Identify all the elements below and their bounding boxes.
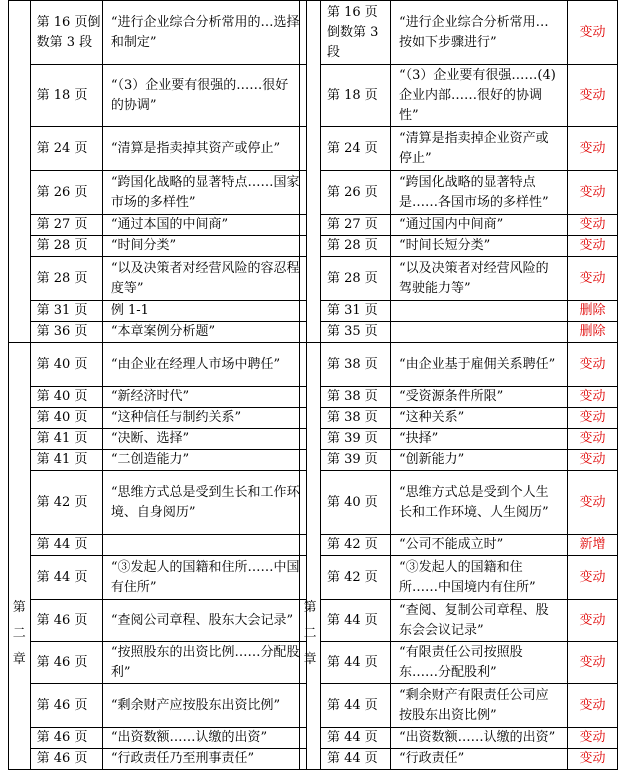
- change-status: 变动: [568, 1, 618, 65]
- table-row: [300, 749, 618, 770]
- table-row: [300, 684, 618, 728]
- page-ref: 第 44 页: [30, 535, 102, 556]
- change-status: 删除: [568, 322, 618, 343]
- quoted-text: “清算是指卖掉其资产或停止”: [102, 127, 306, 171]
- page-ref: 第 44 页: [321, 600, 391, 642]
- table-row: [300, 429, 618, 450]
- change-status: 新增: [568, 535, 618, 556]
- table-row: [9, 471, 307, 535]
- change-status: 变动: [568, 600, 618, 642]
- change-status: 变动: [568, 343, 618, 387]
- page-ref: 第 16 页倒数第 3 段: [321, 1, 391, 65]
- page-ref: 第 40 页: [30, 408, 102, 429]
- quoted-text: “由企业基于雇佣关系聘任”: [391, 343, 568, 387]
- page-ref: 第 42 页: [321, 535, 391, 556]
- change-status: 变动: [568, 65, 618, 127]
- table-row: [300, 600, 618, 642]
- table-row: [300, 215, 618, 236]
- quoted-text: [102, 535, 306, 556]
- quoted-text: “剩余财产有限责任公司应按股东出资比例”: [391, 684, 568, 728]
- page-ref: 第 38 页: [321, 343, 391, 387]
- table-row: [9, 387, 307, 408]
- quoted-text: 例 1-1: [102, 301, 306, 322]
- table-row: [9, 322, 307, 343]
- right-table: [299, 0, 618, 770]
- quoted-text: “抉择”: [391, 429, 568, 450]
- table-row: [9, 171, 307, 215]
- quoted-text: “按照股东的出资比例……分配股利”: [102, 642, 306, 684]
- page-ref: 第 26 页: [321, 171, 391, 215]
- page-ref: 第 46 页: [30, 749, 102, 770]
- page-ref: 第 46 页: [30, 642, 102, 684]
- change-status: 变动: [568, 471, 618, 535]
- quoted-text: “本章案例分析题”: [102, 322, 306, 343]
- quoted-text: “跨国化战略的显著特点……国家市场的多样性”: [102, 171, 306, 215]
- change-status: 变动: [568, 257, 618, 301]
- page-ref: 第 28 页: [321, 257, 391, 301]
- quoted-text: “进行企业综合分析常用的…选择和制定”: [102, 1, 306, 65]
- page-ref: 第 18 页: [30, 65, 102, 127]
- table-row: [9, 684, 307, 728]
- quoted-text: “受资源条件所限”: [391, 387, 568, 408]
- change-status: 变动: [568, 429, 618, 450]
- quoted-text: “以及决策者对经营风险的容忍程度等”: [102, 257, 306, 301]
- table-row: [9, 535, 307, 556]
- page-ref: 第 46 页: [30, 684, 102, 728]
- quoted-text: “思维方式总是受到生长和工作环境、自身阅历”: [102, 471, 306, 535]
- quoted-text: “（3）企业要有很强的……很好的协调”: [102, 65, 306, 127]
- change-status: 变动: [568, 171, 618, 215]
- page-ref: 第 28 页: [321, 236, 391, 257]
- page-ref: 第 42 页: [30, 471, 102, 535]
- quoted-text: “公司不能成立时”: [391, 535, 568, 556]
- change-status: 变动: [568, 728, 618, 749]
- quoted-text: “（3）企业要有很强……(4)企业内部……很好的协调性”: [391, 65, 568, 127]
- page-ref: 第 39 页: [321, 450, 391, 471]
- table-row: [9, 127, 307, 171]
- table-row: [300, 408, 618, 429]
- quoted-text: [391, 322, 568, 343]
- quoted-text: “出资数额……认缴的出资”: [391, 728, 568, 749]
- quoted-text: “通过国内中间商”: [391, 215, 568, 236]
- quoted-text: “二创造能力”: [102, 450, 306, 471]
- page-ref: 第 28 页: [30, 257, 102, 301]
- table-row: [9, 429, 307, 450]
- table-row: [300, 343, 618, 387]
- page-ref: 第 40 页: [30, 387, 102, 408]
- page-ref: 第 41 页: [30, 450, 102, 471]
- page-ref: 第 39 页: [321, 429, 391, 450]
- quoted-text: “行政责任乃至刑事责任”: [102, 749, 306, 770]
- quoted-text: “这种关系”: [391, 408, 568, 429]
- quoted-text: “剩余财产应按股东出资比例”: [102, 684, 306, 728]
- page-ref: 第 46 页: [30, 728, 102, 749]
- quoted-text: “决断、选择”: [102, 429, 306, 450]
- page-ref: 第 36 页: [30, 322, 102, 343]
- quoted-text: “进行企业综合分析常用…按如下步骤进行”: [391, 1, 568, 65]
- page-ref: 第 28 页: [30, 236, 102, 257]
- page-ref: 第 38 页: [321, 408, 391, 429]
- page-ref: 第 44 页: [30, 556, 102, 600]
- quoted-text: “有限责任公司按照股东……分配股利”: [391, 642, 568, 684]
- table-row: [300, 257, 618, 301]
- quoted-text: “出资数额……认缴的出资”: [102, 728, 306, 749]
- page-ref: 第 31 页: [321, 301, 391, 322]
- chapter-cell: [9, 343, 31, 770]
- page-ref: 第 24 页: [321, 127, 391, 171]
- page-ref: 第 24 页: [30, 127, 102, 171]
- table-row: [300, 387, 618, 408]
- quoted-text: “③发起人的国籍和住所……中国有住所”: [102, 556, 306, 600]
- table-row: [300, 127, 618, 171]
- table-row: [9, 1, 307, 65]
- table-row: [9, 749, 307, 770]
- table-row: [300, 642, 618, 684]
- table-row: [9, 343, 307, 387]
- chapter-cell-top: [300, 1, 321, 343]
- quoted-text: “通过本国的中间商”: [102, 215, 306, 236]
- page-ref: 第 44 页: [321, 728, 391, 749]
- chapter-label: 第二章: [303, 600, 317, 667]
- page-ref: 第 44 页: [321, 684, 391, 728]
- page-ref: 第 27 页: [321, 215, 391, 236]
- page-ref: 第 41 页: [30, 429, 102, 450]
- quoted-text: “时间长短分类”: [391, 236, 568, 257]
- chapter-cell: [300, 343, 321, 770]
- change-status: 变动: [568, 408, 618, 429]
- table-row: [300, 65, 618, 127]
- page-ref: 第 44 页: [321, 642, 391, 684]
- table-row: [9, 236, 307, 257]
- quoted-text: “由企业在经理人市场中聘任”: [102, 343, 306, 387]
- quoted-text: “时间分类”: [102, 236, 306, 257]
- page-ref: 第 35 页: [321, 322, 391, 343]
- table-row: [9, 642, 307, 684]
- quoted-text: “新经济时代”: [102, 387, 306, 408]
- table-row: [300, 1, 618, 65]
- quoted-text: “③发起人的国籍和住所……中国境内有住所”: [391, 556, 568, 600]
- change-status: 变动: [568, 127, 618, 171]
- change-status: 变动: [568, 387, 618, 408]
- page-ref: 第 16 页倒数第 3 段: [30, 1, 102, 65]
- table-row: [300, 301, 618, 322]
- page-ref: 第 40 页: [321, 471, 391, 535]
- table-row: [300, 236, 618, 257]
- page-ref: 第 27 页: [30, 215, 102, 236]
- table-row: [9, 257, 307, 301]
- quoted-text: [391, 301, 568, 322]
- table-row: [300, 171, 618, 215]
- table-row: [9, 450, 307, 471]
- quoted-text: “查阅、复制公司章程、股东会会议记录”: [391, 600, 568, 642]
- change-status: 删除: [568, 301, 618, 322]
- table-row: [9, 65, 307, 127]
- page-ref: 第 44 页: [321, 749, 391, 770]
- table-row: [300, 535, 618, 556]
- table-row: [300, 728, 618, 749]
- page-ref: 第 42 页: [321, 556, 391, 600]
- change-status: 变动: [568, 684, 618, 728]
- quoted-text: “查阅公司章程、股东大会记录”: [102, 600, 306, 642]
- quoted-text: “跨国化战略的显著特点是……各国市场的多样性”: [391, 171, 568, 215]
- quoted-text: “以及决策者对经营风险的驾驶能力等”: [391, 257, 568, 301]
- quoted-text: “这种信任与制约关系”: [102, 408, 306, 429]
- page-ref: 第 18 页: [321, 65, 391, 127]
- page-ref: 第 46 页: [30, 600, 102, 642]
- table-row: [300, 322, 618, 343]
- change-status: 变动: [568, 236, 618, 257]
- page-ref: 第 31 页: [30, 301, 102, 322]
- change-status: 变动: [568, 642, 618, 684]
- quoted-text: “思维方式总是受到个人生长和工作环境、人生阅历”: [391, 471, 568, 535]
- left-table: [8, 0, 307, 770]
- table-row: [9, 301, 307, 322]
- change-status: 变动: [568, 556, 618, 600]
- table-row: [9, 728, 307, 749]
- change-status: 变动: [568, 450, 618, 471]
- change-status: 变动: [568, 749, 618, 770]
- table-row: [9, 556, 307, 600]
- quoted-text: “创新能力”: [391, 450, 568, 471]
- table-row: [300, 471, 618, 535]
- quoted-text: “清算是指卖掉企业资产或停止”: [391, 127, 568, 171]
- quoted-text: “行政责任”: [391, 749, 568, 770]
- table-row: [9, 408, 307, 429]
- page-ref: 第 40 页: [30, 343, 102, 387]
- chapter-cell-top: [9, 1, 31, 343]
- page-ref: 第 38 页: [321, 387, 391, 408]
- table-row: [300, 556, 618, 600]
- page-ref: 第 26 页: [30, 171, 102, 215]
- table-row: [9, 215, 307, 236]
- table-row: [9, 600, 307, 642]
- chapter-label: 第二章: [12, 600, 26, 667]
- table-row: [300, 450, 618, 471]
- change-status: 变动: [568, 215, 618, 236]
